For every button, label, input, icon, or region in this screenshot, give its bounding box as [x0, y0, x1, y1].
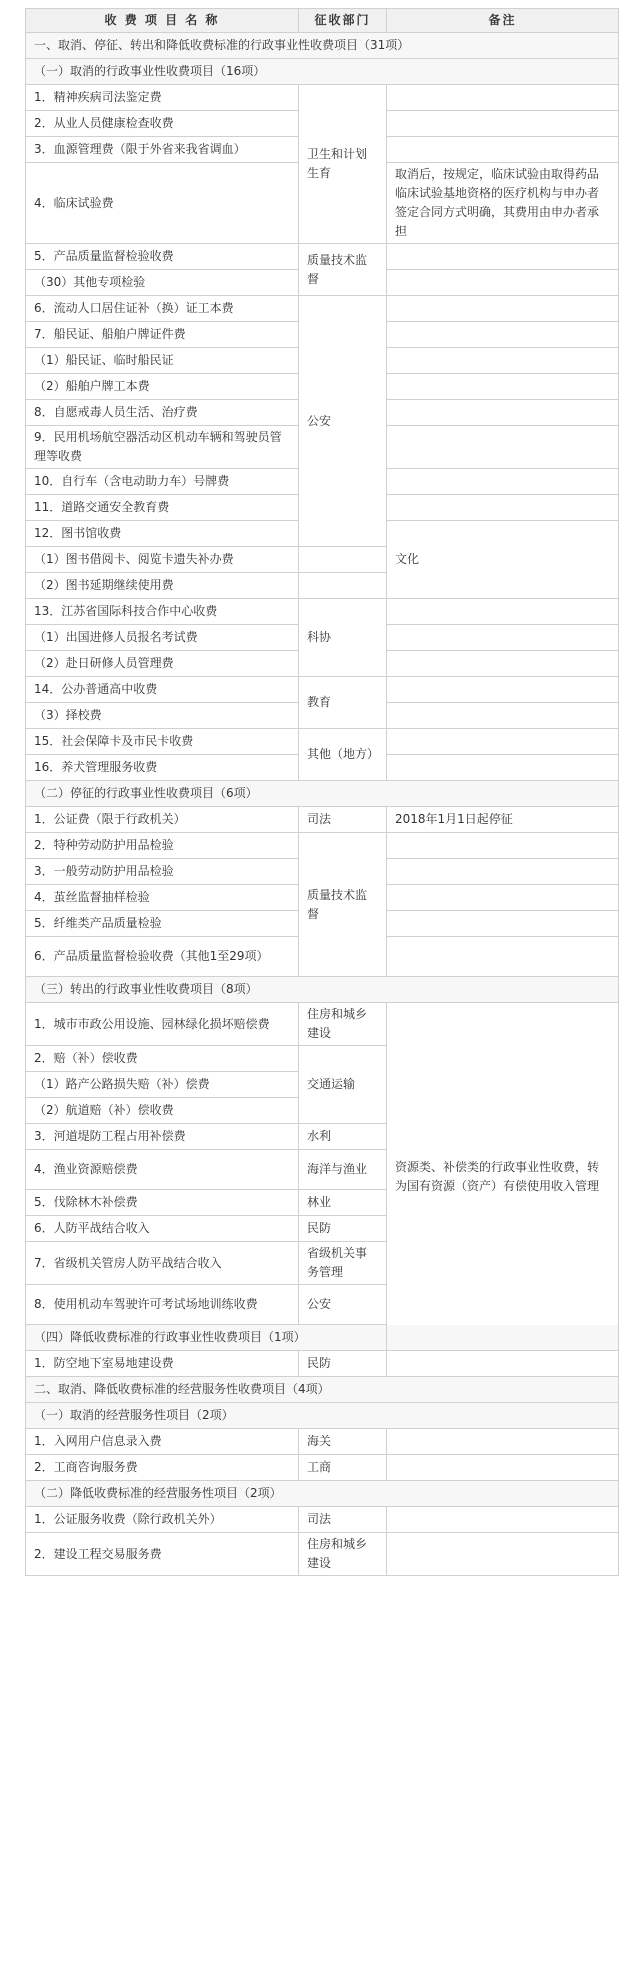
item-name-cell: （1）图书借阅卡、阅览卡遗失补办费 [26, 547, 299, 573]
item-name-cell: 5．产品质量监督检验收费 [26, 244, 299, 270]
department-cell: 其他（地方） [299, 729, 387, 781]
item-name-cell: 4．渔业资源赔偿费 [26, 1150, 299, 1190]
item-name-cell: （2）图书延期继续使用费 [26, 573, 299, 599]
department-cell: 海关 [299, 1429, 387, 1455]
fee-items-table [25, 8, 619, 1576]
department-cell: 水利 [299, 1124, 387, 1150]
item-name-cell: 16．养犬管理服务收费 [26, 755, 299, 781]
item-name-cell: （1）路产公路损失赔（补）偿费 [26, 1072, 299, 1098]
note-cell [387, 400, 619, 426]
section-title: （一）取消的经营服务性项目（2项） [26, 1403, 619, 1429]
table-header-row [26, 9, 619, 33]
item-name-cell: 15．社会保障卡及市民卡收费 [26, 729, 299, 755]
department-cell: 住房和城乡建设 [299, 1533, 387, 1576]
item-name-cell: 2．赔（补）偿收费 [26, 1046, 299, 1072]
item-name-cell: 3．血源管理费（限于外省来我省调血） [26, 137, 299, 163]
note-cell [387, 677, 619, 703]
section-row [26, 1481, 619, 1507]
item-name-cell: 7．省级机关管房人防平战结合收入 [26, 1242, 299, 1285]
table-row [26, 296, 619, 322]
item-name-cell: 1．公证费（限于行政机关） [26, 807, 299, 833]
item-name-cell: 8．使用机动车驾驶许可考试场地训练收费 [26, 1285, 299, 1325]
item-name-cell: 6．流动人口居住证补（换）证工本费 [26, 296, 299, 322]
item-name-cell: 11．道路交通安全教育费 [26, 495, 299, 521]
item-name-cell: 6．产品质量监督检验收费（其他1至29项） [26, 937, 299, 977]
item-name-cell: 9．民用机场航空器活动区机动车辆和驾驶员管理等收费 [26, 426, 299, 469]
section-title: （四）降低收费标准的行政事业性收费项目（1项） [26, 1325, 619, 1351]
department-cell: 司法 [299, 1507, 387, 1533]
item-name-cell: 1．城市市政公用设施、园林绿化损坏赔偿费 [26, 1003, 299, 1046]
note-cell [387, 651, 619, 677]
note-cell [387, 703, 619, 729]
item-name-cell: 4．临床试验费 [26, 163, 299, 244]
item-name-cell: （1）出国进修人员报名考试费 [26, 625, 299, 651]
item-name-cell: 13．江苏省国际科技合作中心收费 [26, 599, 299, 625]
section-title: （一）取消的行政事业性收费项目（16项） [26, 59, 619, 85]
table-row [26, 1351, 619, 1377]
note-cell [387, 885, 619, 911]
header-item-name: 收 费 项 目 名 称 [26, 9, 299, 33]
note-cell [387, 296, 619, 322]
section-row [26, 33, 619, 59]
department-cell: 林业 [299, 1190, 387, 1216]
note-cell [387, 1507, 619, 1533]
note-cell [299, 547, 387, 573]
department-cell: 交通运输 [299, 1046, 387, 1124]
item-name-cell: 10．自行车（含电动助力车）号牌费 [26, 469, 299, 495]
note-cell [387, 1351, 619, 1377]
section-title: （三）转出的行政事业性收费项目（8项） [26, 977, 619, 1003]
table-row [26, 1507, 619, 1533]
department-cell: 民防 [299, 1216, 387, 1242]
item-name-cell: （2）赴日研修人员管理费 [26, 651, 299, 677]
section-row [26, 59, 619, 85]
item-name-cell: 4．茧丝监督抽样检验 [26, 885, 299, 911]
section-row [26, 781, 619, 807]
item-name-cell: （30）其他专项检验 [26, 270, 299, 296]
item-name-cell: （3）择校费 [26, 703, 299, 729]
table-row [26, 677, 619, 703]
note-cell [387, 937, 619, 977]
item-name-cell: 2．建设工程交易服务费 [26, 1533, 299, 1576]
fee-table-container [25, 8, 619, 1576]
note-cell [387, 348, 619, 374]
note-cell [387, 625, 619, 651]
item-name-cell: 2．特种劳动防护用品检验 [26, 833, 299, 859]
item-name-cell: 12．图书馆收费 [26, 521, 299, 547]
table-row [26, 729, 619, 755]
item-name-cell: 2．从业人员健康检查收费 [26, 111, 299, 137]
department-cell: 司法 [299, 807, 387, 833]
table-row [26, 1429, 619, 1455]
table-row [26, 1003, 619, 1046]
note-cell [387, 729, 619, 755]
note-cell [387, 137, 619, 163]
department-cell: 民防 [299, 1351, 387, 1377]
table-row [26, 807, 619, 833]
department-cell: 省级机关事务管理 [299, 1242, 387, 1285]
department-cell: 海洋与渔业 [299, 1150, 387, 1190]
note-cell [387, 1533, 619, 1576]
item-name-cell: 14．公办普通高中收费 [26, 677, 299, 703]
note-cell [387, 911, 619, 937]
item-name-cell: 5．纤维类产品质量检验 [26, 911, 299, 937]
item-name-cell: 7．船民证、船舶户牌证件费 [26, 322, 299, 348]
section-title: 一、取消、停征、转出和降低收费标准的行政事业性收费项目（31项） [26, 33, 619, 59]
department-cell: 公安 [299, 296, 387, 547]
table-row [26, 833, 619, 859]
section-row [26, 1377, 619, 1403]
note-cell [387, 1429, 619, 1455]
section-row [26, 1325, 619, 1351]
table-row [26, 1455, 619, 1481]
header-note: 备注 [387, 9, 619, 33]
item-name-cell: 2．工商咨询服务费 [26, 1455, 299, 1481]
note-cell [387, 859, 619, 885]
item-name-cell: 3．一般劳动防护用品检验 [26, 859, 299, 885]
department-cell: 科协 [299, 599, 387, 677]
note-cell [387, 270, 619, 296]
table-row [26, 1533, 619, 1576]
item-name-cell: （1）船民证、临时船民证 [26, 348, 299, 374]
department-cell: 质量技术监督 [299, 833, 387, 977]
department-cell: 公安 [299, 1285, 387, 1325]
item-name-cell: 6．人防平战结合收入 [26, 1216, 299, 1242]
table-row [26, 85, 619, 111]
item-name-cell: （2）航道赔（补）偿收费 [26, 1098, 299, 1124]
note-cell [387, 599, 619, 625]
item-name-cell: 1．精神疾病司法鉴定费 [26, 85, 299, 111]
note-cell: 2018年1月1日起停征 [387, 807, 619, 833]
note-cell [387, 755, 619, 781]
note-cell: 取消后，按规定，临床试验由取得药品临床试验基地资格的医疗机构与申办者签定合同方式明确，其费用由申办者承担 [387, 163, 619, 244]
section-title: （二）降低收费标准的经营服务性项目（2项） [26, 1481, 619, 1507]
item-name-cell: 5．伐除林木补偿费 [26, 1190, 299, 1216]
department-cell: 质量技术监督 [299, 244, 387, 296]
section-title: （二）停征的行政事业性收费项目（6项） [26, 781, 619, 807]
item-name-cell: 3．河道堤防工程占用补偿费 [26, 1124, 299, 1150]
department-cell: 教育 [299, 677, 387, 729]
item-name-cell: （2）船舶户牌工本费 [26, 374, 299, 400]
item-name-cell: 1．公证服务收费（除行政机关外） [26, 1507, 299, 1533]
note-cell [387, 833, 619, 859]
department-cell: 住房和城乡建设 [299, 1003, 387, 1046]
note-cell [387, 244, 619, 270]
section-title: 二、取消、降低收费标准的经营服务性收费项目（4项） [26, 1377, 619, 1403]
note-cell [387, 1455, 619, 1481]
item-name-cell: 1．入网用户信息录入费 [26, 1429, 299, 1455]
header-department: 征收部门 [299, 9, 387, 33]
note-cell [387, 111, 619, 137]
note-cell [299, 573, 387, 599]
department-cell: 卫生和计划生育 [299, 85, 387, 244]
table-row [26, 244, 619, 270]
item-name-cell: 1．防空地下室易地建设费 [26, 1351, 299, 1377]
section-row [26, 1403, 619, 1429]
note-cell [387, 85, 619, 111]
note-cell [387, 426, 619, 469]
table-body [26, 33, 619, 1576]
department-cell: 工商 [299, 1455, 387, 1481]
department-cell: 文化 [387, 521, 619, 599]
note-cell [387, 495, 619, 521]
note-cell [387, 322, 619, 348]
section-row [26, 977, 619, 1003]
note-cell [387, 374, 619, 400]
table-row [26, 599, 619, 625]
note-cell: 资源类、补偿类的行政事业性收费，转为国有资源（资产）有偿使用收入管理 [387, 1003, 619, 1351]
note-cell [387, 469, 619, 495]
item-name-cell: 8．自愿戒毒人员生活、治疗费 [26, 400, 299, 426]
